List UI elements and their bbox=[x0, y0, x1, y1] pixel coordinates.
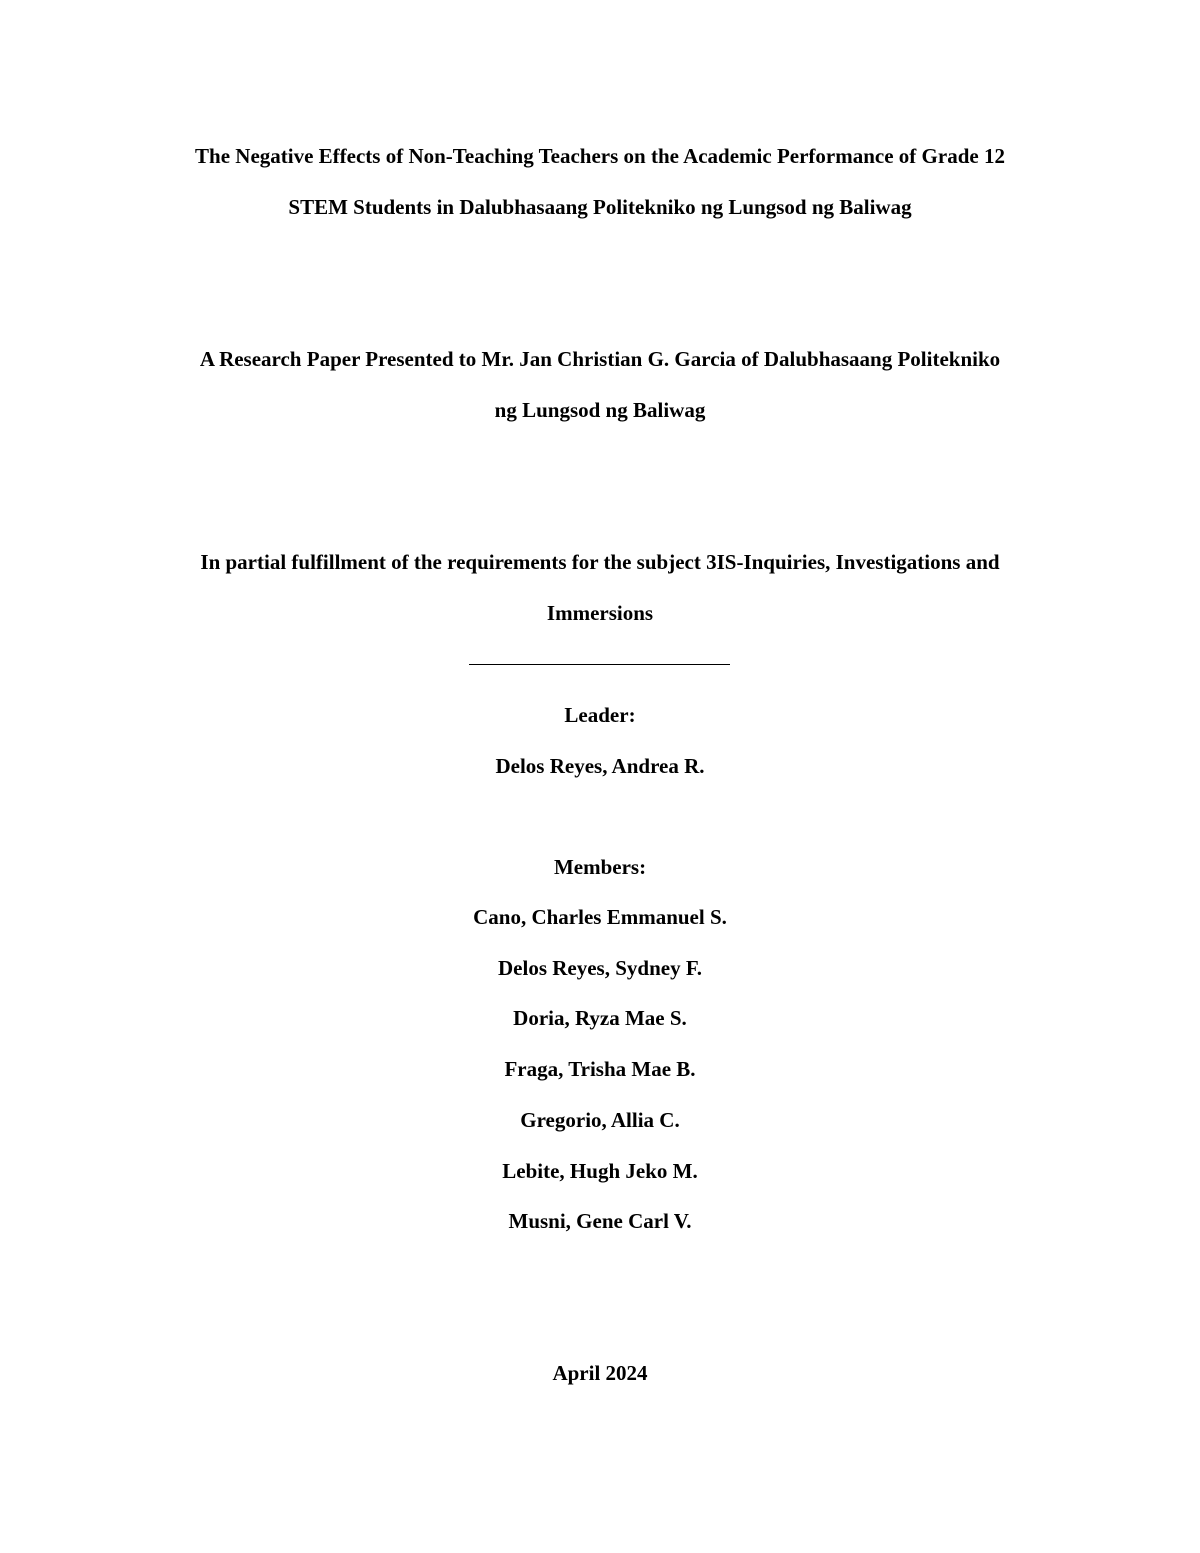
members-label: Members: bbox=[553, 855, 647, 879]
paper-title-line-2: STEM Students in Dalubhasaang Politekniko ng Lungsod ng Baliwag bbox=[288, 195, 912, 219]
member-name: Lebite, Hugh Jeko M. bbox=[502, 1159, 698, 1183]
member-name: Delos Reyes, Sydney F. bbox=[498, 956, 702, 980]
presented-to-line-1: A Research Paper Presented to Mr. Jan Christian G. Garcia of Dalubhasaang Politekniko bbox=[199, 347, 1001, 371]
paper-title-line-1: The Negative Effects of Non-Teaching Teachers on the Academic Performance of Grade 12 bbox=[195, 144, 1005, 168]
member-name: Gregorio, Allia C. bbox=[520, 1108, 680, 1132]
presented-to-line-2: ng Lungsod ng Baliwag bbox=[494, 398, 706, 422]
leader-label: Leader: bbox=[564, 703, 636, 727]
fulfillment-line-2: Immersions bbox=[546, 601, 654, 625]
fulfillment-line-1: In partial fulfillment of the requirements for the subject 3IS-Inquiries, Investigations and bbox=[200, 550, 1000, 574]
member-name: Musni, Gene Carl V. bbox=[508, 1209, 692, 1233]
member-name: Fraga, Trisha Mae B. bbox=[504, 1057, 696, 1081]
separator-rule bbox=[469, 664, 730, 665]
submission-date: April 2024 bbox=[552, 1361, 648, 1385]
member-name: Doria, Ryza Mae S. bbox=[513, 1006, 687, 1030]
member-name: Cano, Charles Emmanuel S. bbox=[473, 905, 727, 929]
leader-name: Delos Reyes, Andrea R. bbox=[495, 754, 705, 778]
